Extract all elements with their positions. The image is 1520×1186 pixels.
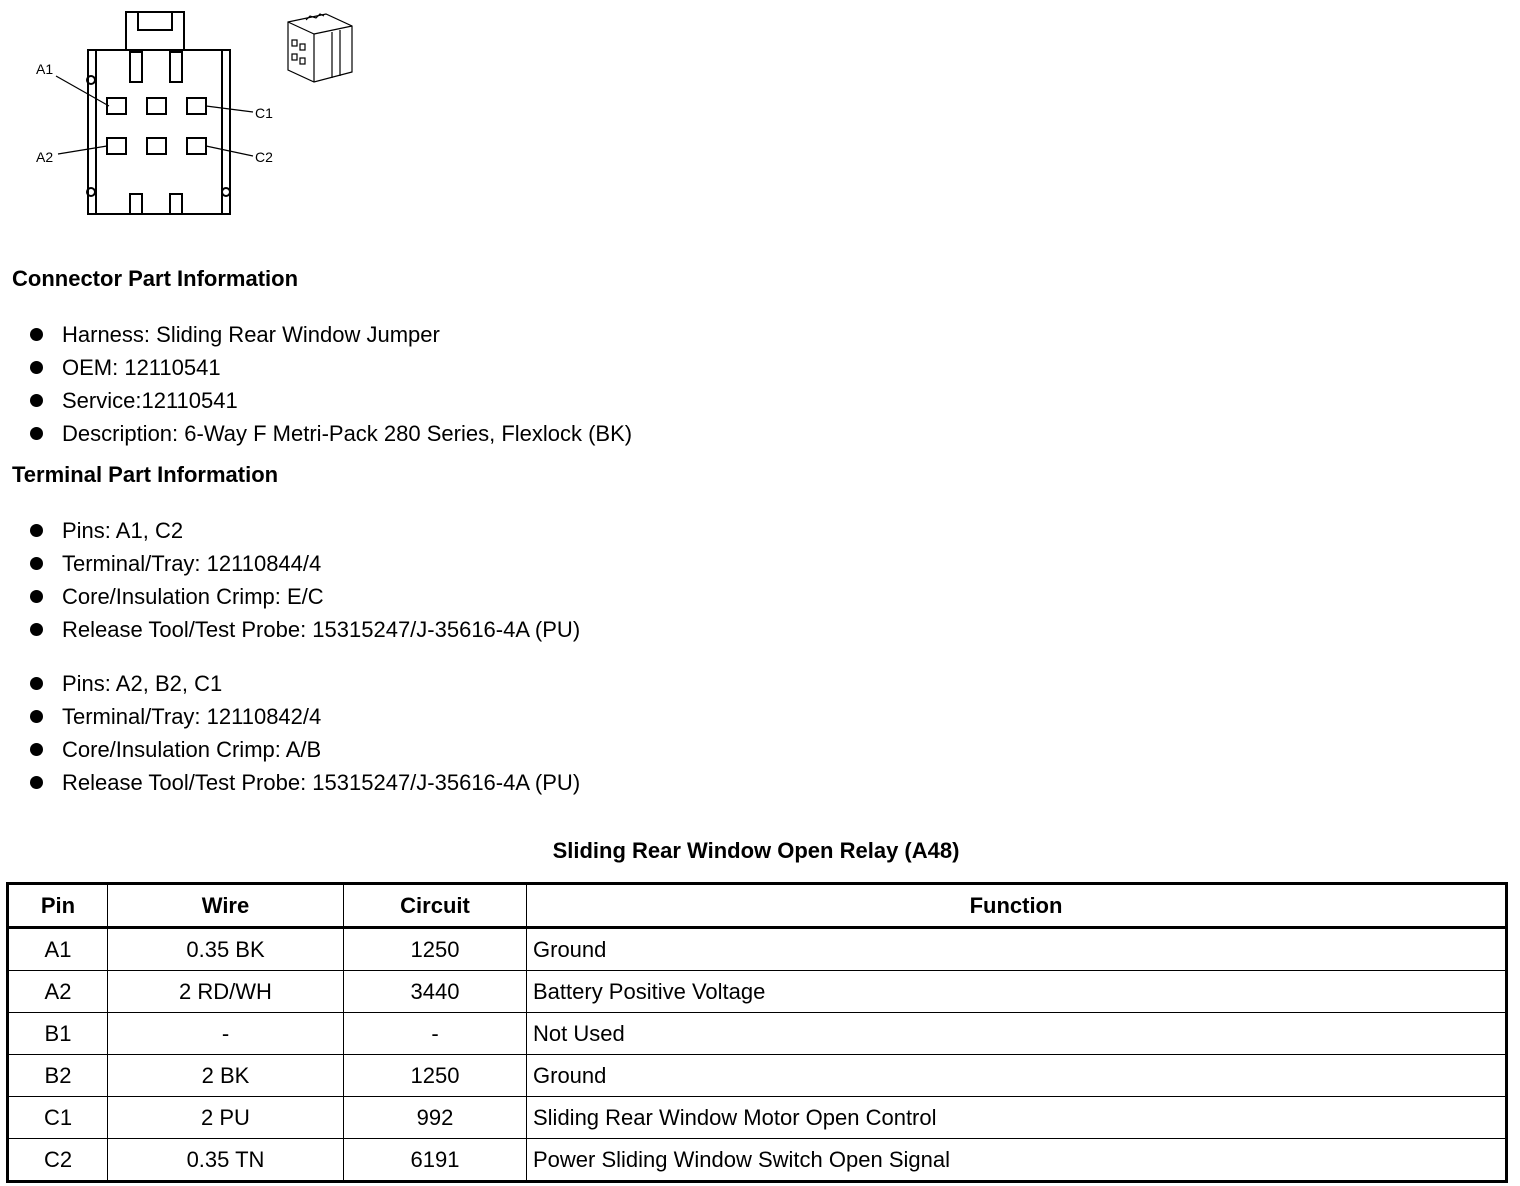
bullet-icon — [30, 710, 43, 723]
label-c2: C2 — [255, 149, 273, 165]
list-item: Core/Insulation Crimp: E/C — [30, 580, 580, 613]
label-c1: C1 — [255, 105, 273, 121]
bullet-icon — [30, 427, 43, 440]
list-item: Harness: Sliding Rear Window Jumper — [30, 318, 632, 351]
column-header-circuit: Circuit — [344, 884, 527, 928]
table-title: Sliding Rear Window Open Relay (A48) — [552, 838, 960, 863]
function-cell: Ground — [527, 1055, 1507, 1097]
function-cell: Battery Positive Voltage — [527, 971, 1507, 1013]
table-row — [8, 1139, 1507, 1182]
column-header-wire: Wire — [108, 884, 344, 928]
list-item: Description: 6-Way F Metri-Pack 280 Series, Flexlock (BK) — [30, 417, 632, 450]
circuit-cell: - — [344, 1013, 527, 1055]
list-item: Service:12110541 — [30, 384, 632, 417]
connector-thumbnail-icon — [288, 14, 352, 82]
bullet-icon — [30, 361, 43, 374]
column-header-pin: Pin — [8, 884, 108, 928]
wire-cell: - — [108, 1013, 344, 1055]
table-row — [8, 1097, 1507, 1139]
bullet-icon — [30, 557, 43, 570]
bullet-icon — [30, 743, 43, 756]
bullet-icon — [30, 776, 43, 789]
function-cell: Sliding Rear Window Motor Open Control — [527, 1097, 1507, 1139]
cavity-b2 — [147, 138, 166, 154]
function-cell: Not Used — [527, 1013, 1507, 1055]
pin-cell: A2 — [8, 971, 108, 1013]
cavity-b1 — [147, 98, 166, 114]
list-item: Terminal/Tray: 12110842/4 — [30, 700, 580, 733]
connector-section-title: Connector Part Information — [12, 266, 299, 291]
label-a2: A2 — [36, 149, 54, 165]
wire-cell: 2 PU — [108, 1097, 344, 1139]
circuit-cell: 1250 — [344, 1055, 527, 1097]
cavity-c1 — [187, 98, 206, 114]
terminal-info-list-1 — [30, 514, 580, 646]
cavity-a1 — [107, 98, 126, 114]
circuit-cell: 3440 — [344, 971, 527, 1013]
bullet-icon — [30, 677, 43, 690]
pin-cell: C2 — [8, 1139, 108, 1182]
table-header-row — [8, 884, 1507, 928]
connector-info-list — [30, 318, 632, 450]
terminal-info-list-2 — [30, 667, 580, 799]
circuit-cell: 992 — [344, 1097, 527, 1139]
bullet-icon — [30, 590, 43, 603]
bullet-icon — [30, 524, 43, 537]
function-cell: Power Sliding Window Switch Open Signal — [527, 1139, 1507, 1182]
list-item: Core/Insulation Crimp: A/B — [30, 733, 580, 766]
column-header-function: Function — [527, 884, 1507, 928]
wire-cell: 2 RD/WH — [108, 971, 344, 1013]
table-row — [8, 1055, 1507, 1097]
list-item: Terminal/Tray: 12110844/4 — [30, 547, 580, 580]
cavity-a2 — [107, 138, 126, 154]
table-row — [8, 971, 1507, 1013]
connector-diagram — [30, 8, 360, 222]
pin-cell: B2 — [8, 1055, 108, 1097]
list-item: Pins: A2, B2, C1 — [30, 667, 580, 700]
pin-cell: C1 — [8, 1097, 108, 1139]
cavity-c2 — [187, 138, 206, 154]
table-row — [8, 1013, 1507, 1055]
table-row — [8, 928, 1507, 971]
bullet-icon — [30, 623, 43, 636]
list-item: OEM: 12110541 — [30, 351, 632, 384]
circuit-cell: 6191 — [344, 1139, 527, 1182]
wire-cell: 2 BK — [108, 1055, 344, 1097]
terminal-section-title: Terminal Part Information — [12, 462, 279, 487]
list-item: Pins: A1, C2 — [30, 514, 580, 547]
list-item: Release Tool/Test Probe: 15315247/J-35616-4A (PU) — [30, 766, 580, 799]
function-cell: Ground — [527, 928, 1507, 971]
bullet-icon — [30, 328, 43, 341]
wire-cell: 0.35 BK — [108, 928, 344, 971]
bullet-icon — [30, 394, 43, 407]
pin-table — [6, 882, 1508, 1183]
pin-cell: A1 — [8, 928, 108, 971]
label-a1: A1 — [36, 61, 54, 77]
circuit-cell: 1250 — [344, 928, 527, 971]
wire-cell: 0.35 TN — [108, 1139, 344, 1182]
pin-cell: B1 — [8, 1013, 108, 1055]
list-item: Release Tool/Test Probe: 15315247/J-35616-4A (PU) — [30, 613, 580, 646]
connector-body — [88, 50, 230, 214]
